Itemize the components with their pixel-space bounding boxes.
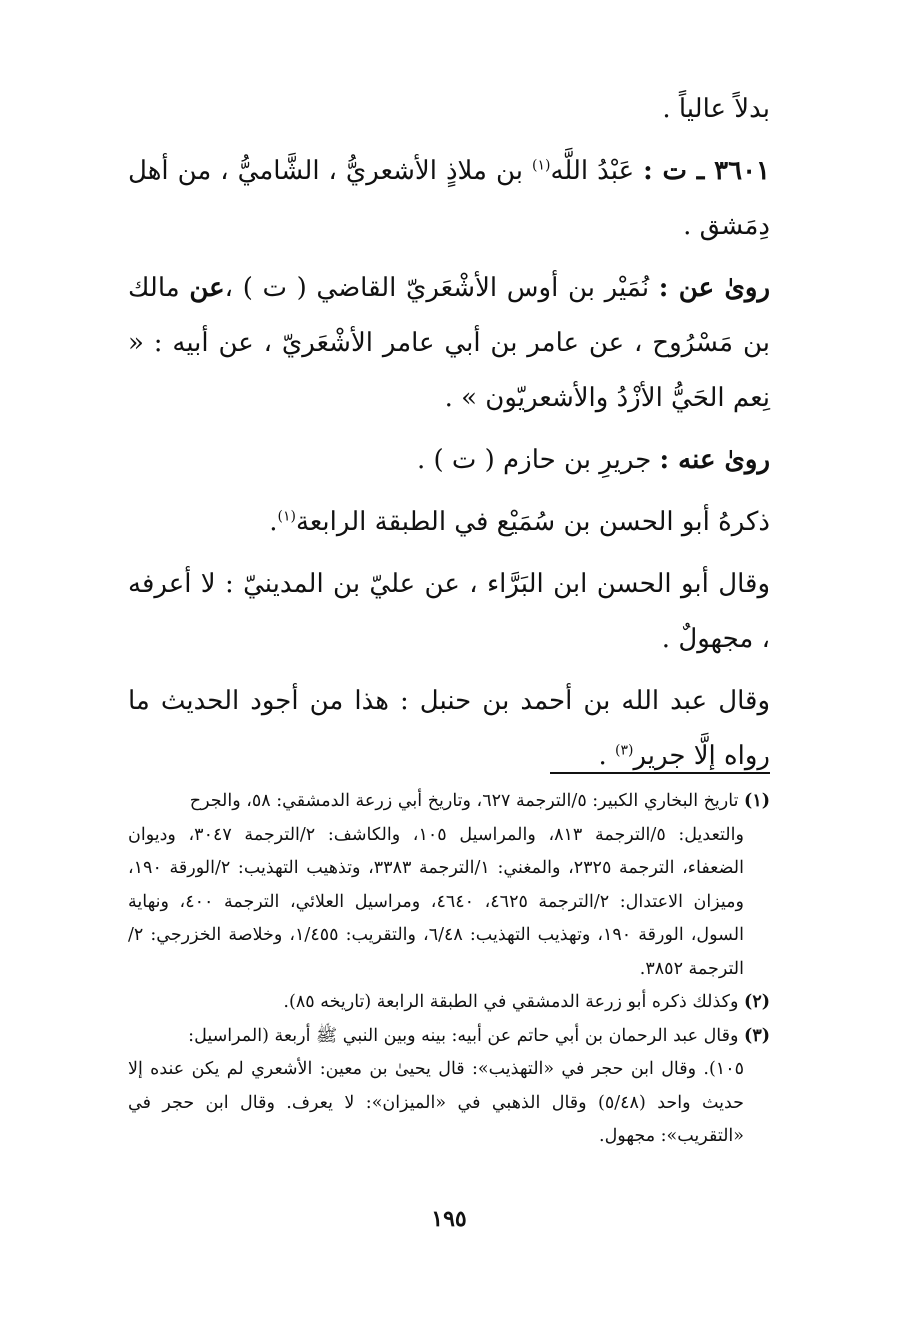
footnote-3 bbox=[128, 1020, 770, 1154]
footnote-ref-3: (٣) bbox=[614, 742, 634, 759]
paragraph-mention bbox=[128, 495, 770, 550]
paragraph-intro bbox=[128, 82, 770, 137]
entry-name: عَبْدُ اللَّه bbox=[550, 156, 635, 186]
paragraph-narrated-from bbox=[128, 261, 770, 426]
footnote-separator bbox=[550, 772, 770, 774]
mention-end: . bbox=[269, 507, 278, 537]
entry-name-rest: بن ملاذٍ الأشعريُّ ، الشَّاميُّ ، من أهل دِمَشق . bbox=[128, 156, 770, 241]
ibn-albarra-text: وقال أبو الحسن ابن البَرَّاء ، عن عليّ بن المدينيّ : لا أعرفه ، مجهولٌ . bbox=[128, 569, 770, 654]
footnote-first-line: وقال عبد الرحمان بن أبي حاتم عن أبيه: بينه وبين النبي ﷺ أربعة (المراسيل: bbox=[188, 1025, 739, 1046]
narrated-by-label: روىٰ عنه : bbox=[659, 445, 770, 475]
narrated-by-text: جريرِ بن حازم ( ت ) . bbox=[416, 445, 652, 475]
footnote-continuation: والتعديل: ٥/الترجمة ٨١٣، والمراسيل ١٠٥، والكاشف: ٢/الترجمة ٣٠٤٧، وديوان الضعفاء، الترجمة ٢٣٢٥، والمغني: ١/الترجمة ٣٣٨٣، وتذهيب التهذيب: ٢/الورقة ١٩٠، وميزان الاعتدال: ٢/الترجمة ٤٦٢٥، ٤٦٤٠، ومراسيل العلائي، الترجمة ٤٠٠، ونهاية السول، الورقة ١٩٠، وتهذيب التهذيب: ٦/٤٨، والتقريب: ١/٤٥٥، وخلاصة الخزرجي: ٢/الترجمة ٣٨٥٢. bbox=[128, 824, 744, 979]
footnote-first-line: تاريخ البخاري الكبير: ٥/الترجمة ٦٢٧، وتاريخ أبي زرعة الدمشقي: ٥٨، والجرح bbox=[189, 791, 739, 811]
intro-text: بدلاً عالياً . bbox=[662, 94, 770, 124]
page-number: ١٩٥ bbox=[431, 1206, 467, 1232]
ibn-hanbal-end: . bbox=[598, 741, 607, 771]
footnote-continuation: ١٠٥). وقال ابن حجر في «التهذيب»: قال يحيىٰ بن معين: الأشعري لم يكن عنده إلا حديث واحد (٥/٤٨) وقال الذهبي في «الميزان»: لا يعرف. وقال ابن حجر في «التقريب»: مجهول. bbox=[128, 1059, 745, 1146]
paragraph-entry-heading bbox=[128, 144, 770, 254]
footnote-2 bbox=[128, 986, 770, 1020]
footnote-1 bbox=[128, 785, 770, 986]
narrated-from-label-2: عن bbox=[189, 273, 225, 303]
narrated-from-text-a: نُمَيْر بن أوس الأشْعَريّ القاضي ( ت ) ، bbox=[224, 273, 650, 303]
footnote-number: (٢) bbox=[744, 992, 770, 1012]
main-text bbox=[128, 82, 770, 791]
paragraph-narrated-by bbox=[128, 433, 770, 488]
footnote-number: (٣) bbox=[744, 1025, 770, 1046]
ibn-hanbal-text: وقال عبد الله بن أحمد بن حنبل : هذا من أجود الحديث ما رواه إلَّا جرير bbox=[128, 686, 770, 771]
paragraph-ibn-albarra bbox=[128, 557, 770, 667]
footnote-first-line: وكذلك ذكره أبو زرعة الدمشقي في الطبقة الرابعة (تاريخه ٨٥). bbox=[283, 992, 739, 1012]
footnote-ref-2: (١) bbox=[277, 508, 296, 525]
narrated-from-label: روىٰ عن : bbox=[658, 273, 770, 303]
paragraph-ibn-hanbal bbox=[128, 674, 770, 784]
footnote-number: (١) bbox=[744, 791, 770, 811]
footnote-ref-1: (١) bbox=[531, 157, 551, 174]
entry-number: ٣٦٠١ ـ ت : bbox=[643, 156, 770, 186]
mention-text: ذكرهُ أبو الحسن بن سُمَيْع في الطبقة الرابعة bbox=[295, 507, 770, 537]
footnotes bbox=[128, 785, 770, 1154]
narrated-from-text-b: مالك بن مَسْرُوح ، عن عامر بن أبي عامر الأشْعَريّ ، عن أبيه : « نِعم الحَيُّ الأزْدُ والأشعريّون » . bbox=[128, 273, 770, 413]
